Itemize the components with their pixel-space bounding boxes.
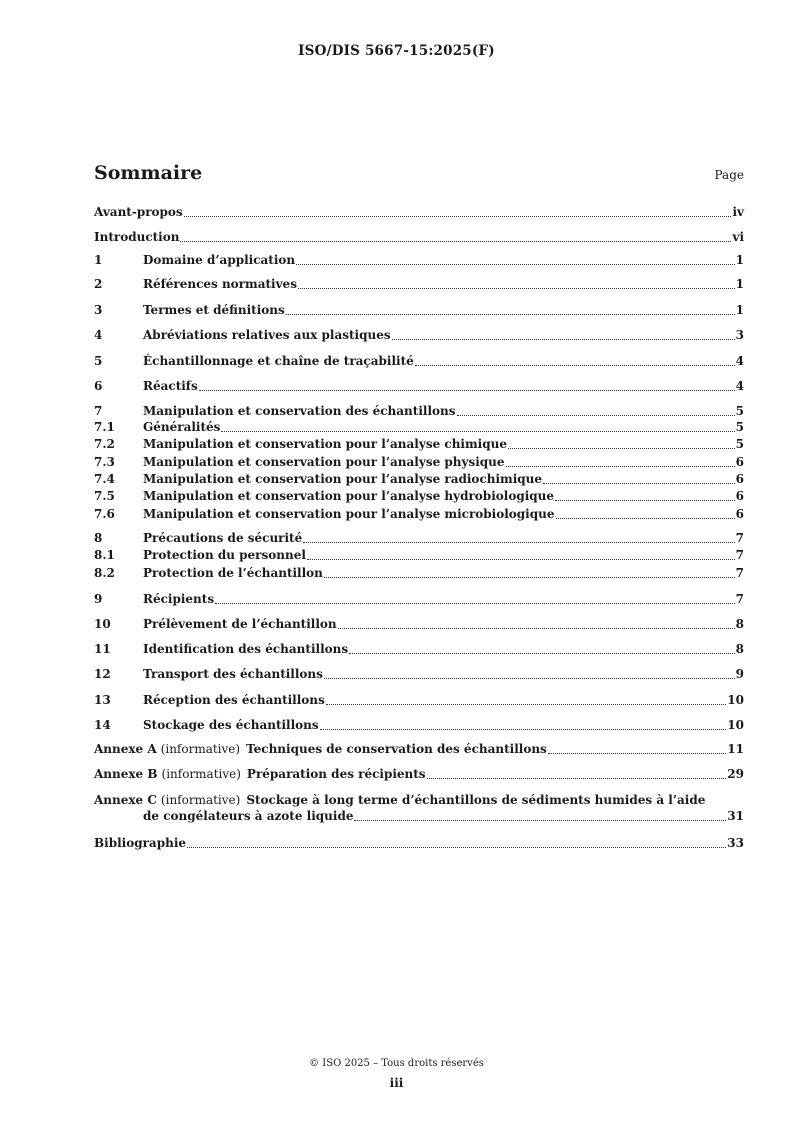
- toc-entry-bibliographie[interactable]: Bibliographie 33: [94, 836, 744, 850]
- toc-entry-7[interactable]: 7 Manipulation et conservation des échantillons 5: [94, 404, 744, 418]
- toc-entry-13[interactable]: 13 Réception des échantillons 10: [94, 693, 744, 707]
- toc-entry-7-1[interactable]: 7.1 Généralités 5: [94, 420, 744, 434]
- toc-entry-avant-propos[interactable]: Avant-propos iv: [94, 205, 744, 219]
- document-header: ISO/DIS 5667-15:2025(F): [298, 43, 495, 59]
- toc-entry-annexe-a[interactable]: Annexe A (informative) Techniques de conservation des échantillons 11: [94, 742, 744, 756]
- toc-entry-annexe-c[interactable]: Annexe C (informative) Stockage à long terme d’échantillons de sédiments humides à l’aide: [94, 793, 706, 807]
- toc-entry-5[interactable]: 5 Échantillonnage et chaîne de traçabilité 4: [94, 354, 744, 368]
- toc-entry-10[interactable]: 10 Prélèvement de l’échantillon 8: [94, 617, 744, 631]
- toc-entry-7-6[interactable]: 7.6 Manipulation et conservation pour l’analyse microbiologique 6: [94, 507, 744, 521]
- toc-entry-8-2[interactable]: 8.2 Protection de l’échantillon 7: [94, 566, 744, 580]
- toc-entry-12[interactable]: 12 Transport des échantillons 9: [94, 667, 744, 681]
- toc-entry-7-3[interactable]: 7.3 Manipulation et conservation pour l’analyse physique 6: [94, 455, 744, 469]
- toc-entry-4[interactable]: 4 Abréviations relatives aux plastiques 3: [94, 328, 744, 342]
- toc-entry-7-2[interactable]: 7.2 Manipulation et conservation pour l’analyse chimique 5: [94, 437, 744, 451]
- toc-entry-8[interactable]: 8 Précautions de sécurité 7: [94, 531, 744, 545]
- toc-entry-11[interactable]: 11 Identification des échantillons 8: [94, 642, 744, 656]
- toc-entry-7-4[interactable]: 7.4 Manipulation et conservation pour l’analyse radiochimique 6: [94, 472, 744, 486]
- footer-copyright: © ISO 2025 – Tous droits réservés: [309, 1058, 484, 1069]
- toc-entry-3[interactable]: 3 Termes et définitions 1: [94, 303, 744, 317]
- toc-entry-14[interactable]: 14 Stockage des échantillons 10: [94, 718, 744, 732]
- toc-entry-annexe-b[interactable]: Annexe B (informative) Préparation des récipients 29: [94, 767, 744, 781]
- toc-title: Sommaire: [94, 162, 203, 184]
- toc-entry-8-1[interactable]: 8.1 Protection du personnel 7: [94, 548, 744, 562]
- footer-page-number: iii: [389, 1076, 404, 1090]
- toc-entry-annexe-c-continuation[interactable]: de congélateurs à azote liquide 31: [143, 809, 744, 823]
- toc-entry-1[interactable]: 1 Domaine d’application 1: [94, 253, 744, 267]
- toc-entry-7-5[interactable]: 7.5 Manipulation et conservation pour l’analyse hydrobiologique 6: [94, 489, 744, 503]
- toc-entry-2[interactable]: 2 Références normatives 1: [94, 277, 744, 291]
- toc-entry-6[interactable]: 6 Réactifs 4: [94, 379, 744, 393]
- toc-page-column-label: Page: [714, 168, 744, 182]
- toc-entry-9[interactable]: 9 Récipients 7: [94, 592, 744, 606]
- toc-entry-introduction[interactable]: Introduction vi: [94, 230, 744, 244]
